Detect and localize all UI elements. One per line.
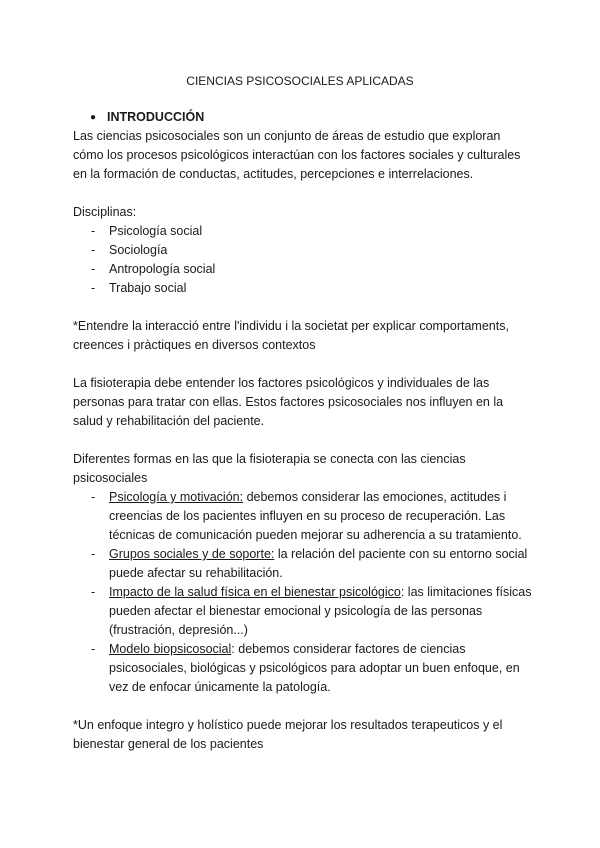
term: Psicología y motivación:	[109, 490, 244, 504]
list-item: - Antropología social	[91, 262, 216, 276]
list-item: - Grupos sociales y de soporte: la relación del paciente con su entorno social puede afectar su rehabilitación.	[91, 547, 528, 580]
disciplinas-label: Disciplinas:	[73, 205, 137, 219]
note-paragraph: *Un enfoque integro y holístico puede mejorar los resultados terapeuticos y el bienestar general de los pacientes	[73, 718, 503, 751]
list-item: - Psicología y motivación: debemos considerar las emociones, actitudes i creencias de los pacientes influyen en su proceso de recuperación. Las técnicas de comunicación pueden mejorar su adherencia a su tratamiento.	[91, 490, 522, 542]
disciplinas-list	[73, 222, 533, 298]
term: Impacto de la salud física en el bienestar psicológico	[109, 585, 401, 599]
bullet-icon: ●	[90, 112, 97, 123]
term: Grupos sociales y de soporte:	[109, 547, 275, 561]
list-item: - Trabajo social	[91, 281, 187, 295]
list-item: - Impacto de la salud física en el bienestar psicológico: las limitaciones físicas pueden afectar el bienestar emocional y psicología de las personas (frustración, depresión...)	[91, 585, 532, 637]
note-paragraph: *Entendre la interacció entre l'individu i la societat per explicar comportaments, creences i pràctiques en diversos contextos	[73, 319, 509, 352]
intro-paragraph: Las ciencias psicosociales son un conjunto de áreas de estudio que exploran cómo los procesos psicológicos interactúan con los factores sociales y culturales en la formación de conductas, actitudes, percepciones e interrelaciones.	[73, 129, 521, 181]
section-heading-text: INTRODUCCIÓN	[107, 110, 205, 124]
list-item: - Sociología	[91, 243, 168, 257]
document-body	[73, 108, 533, 754]
list-item: - Modelo biopsicosocial: debemos considerar factores de ciencias psicosociales, biológicas y psicológicos para adoptar un buen enfoque, en vez de enfocar únicamente la patología.	[91, 642, 520, 694]
page-title: CIENCIAS PSICOSOCIALES APLICADAS	[186, 74, 414, 88]
section-heading	[73, 108, 533, 127]
list-item: - Psicología social	[91, 224, 203, 238]
term: Modelo biopsicosocial	[109, 642, 232, 656]
fisio-paragraph: La fisioterapia debe entender los factores psicológicos y individuales de las personas para tratar con ellas. Estos factores psicosociales nos influyen en la salud y rehabilitación del paciente.	[73, 376, 504, 428]
formas-label: Diferentes formas en las que la fisioterapia se conecta con las ciencias psicosociales	[73, 452, 466, 485]
formas-list	[73, 488, 533, 697]
